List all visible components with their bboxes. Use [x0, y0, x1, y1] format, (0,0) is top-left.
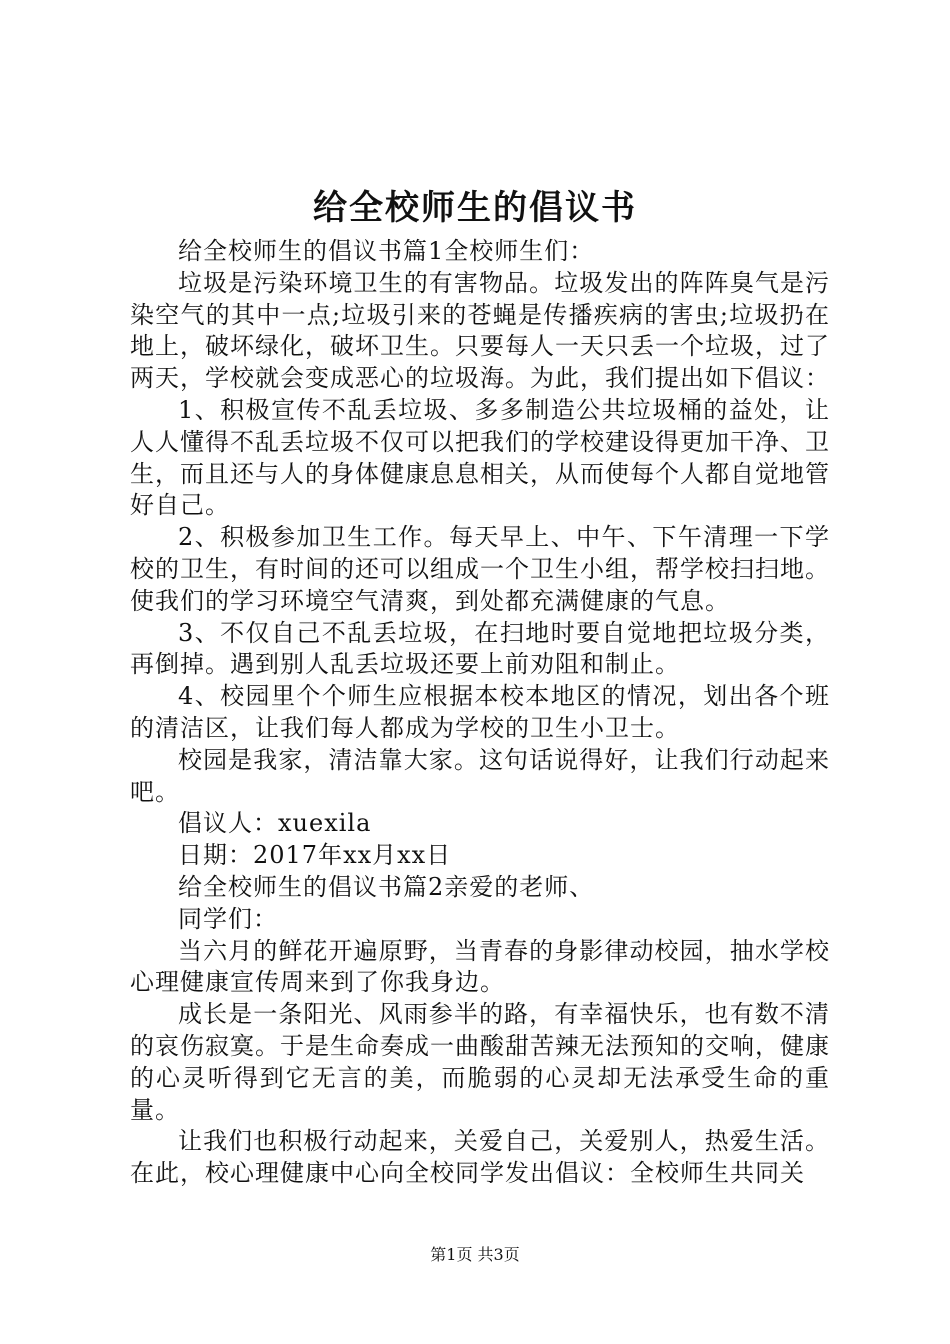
document-title: 给全校师生的倡议书	[313, 188, 637, 228]
paragraph: 垃圾是污染环境卫生的有害物品。垃圾发出的阵阵臭气是污染空气的其中一点;垃圾引来的苍蝇是传播疾病的害虫;垃圾扔在地上，破坏绿化，破坏卫生。只要每人一天只丢一个垃圾，过了两天，学校就会变成恶心的垃圾海。为此，我们提出如下倡议：	[130, 268, 830, 393]
paragraph: 倡议人：xuexila	[178, 809, 372, 838]
paragraph: 3、不仅自己不乱丢垃圾，在扫地时要自觉地把垃圾分类，再倒掉。遇到别人乱丢垃圾还要上前劝阻和制止。	[130, 618, 830, 679]
paragraph: 校园是我家，清洁靠大家。这句话说得好，让我们行动起来吧。	[130, 745, 830, 806]
paragraph: 1、积极宣传不乱丢垃圾、多多制造公共垃圾桶的益处，让人人懂得不乱丢垃圾不仅可以把我们的学校建设得更加干净、卫生，而且还与人的身体健康息息相关，从而使每个人都自觉地管好自己。	[130, 395, 830, 520]
paragraph: 给全校师生的倡议书篇2亲爱的老师、	[178, 872, 595, 901]
paragraph: 给全校师生的倡议书篇1全校师生们：	[178, 237, 595, 265]
document-body	[130, 236, 830, 1190]
paragraph: 当六月的鲜花开遍原野，当青春的身影律动校园，抽水学校心理健康宣传周来到了你我身边。	[130, 936, 830, 997]
page-footer: 第1页 共3页	[430, 1245, 520, 1264]
paragraph: 成长是一条阳光、风雨参半的路，有幸福快乐，也有数不清的哀伤寂寞。于是生命奏成一曲酸甜苦辣无法预知的交响，健康的心灵听得到它无言的美，而脆弱的心灵却无法承受生命的重量。	[130, 1000, 830, 1124]
paragraph: 同学们：	[178, 904, 278, 933]
paragraph: 日期：2017年xx月xx日	[178, 841, 452, 870]
paragraph: 4、校园里个个师生应根据本校本地区的情况，划出各个班的清洁区，让我们每人都成为学校的卫生小卫士。	[130, 682, 830, 742]
paragraph: 让我们也积极行动起来，关爱自己，关爱别人，热爱生活。在此，校心理健康中心向全校同学发出倡议：全校师生共同关	[130, 1127, 830, 1188]
paragraph: 2、积极参加卫生工作。每天早上、中午、下午清理一下学校的卫生，有时间的还可以组成一个卫生小组，帮学校扫扫地。使我们的学习环境空气清爽，到处都充满健康的气息。	[130, 523, 830, 615]
